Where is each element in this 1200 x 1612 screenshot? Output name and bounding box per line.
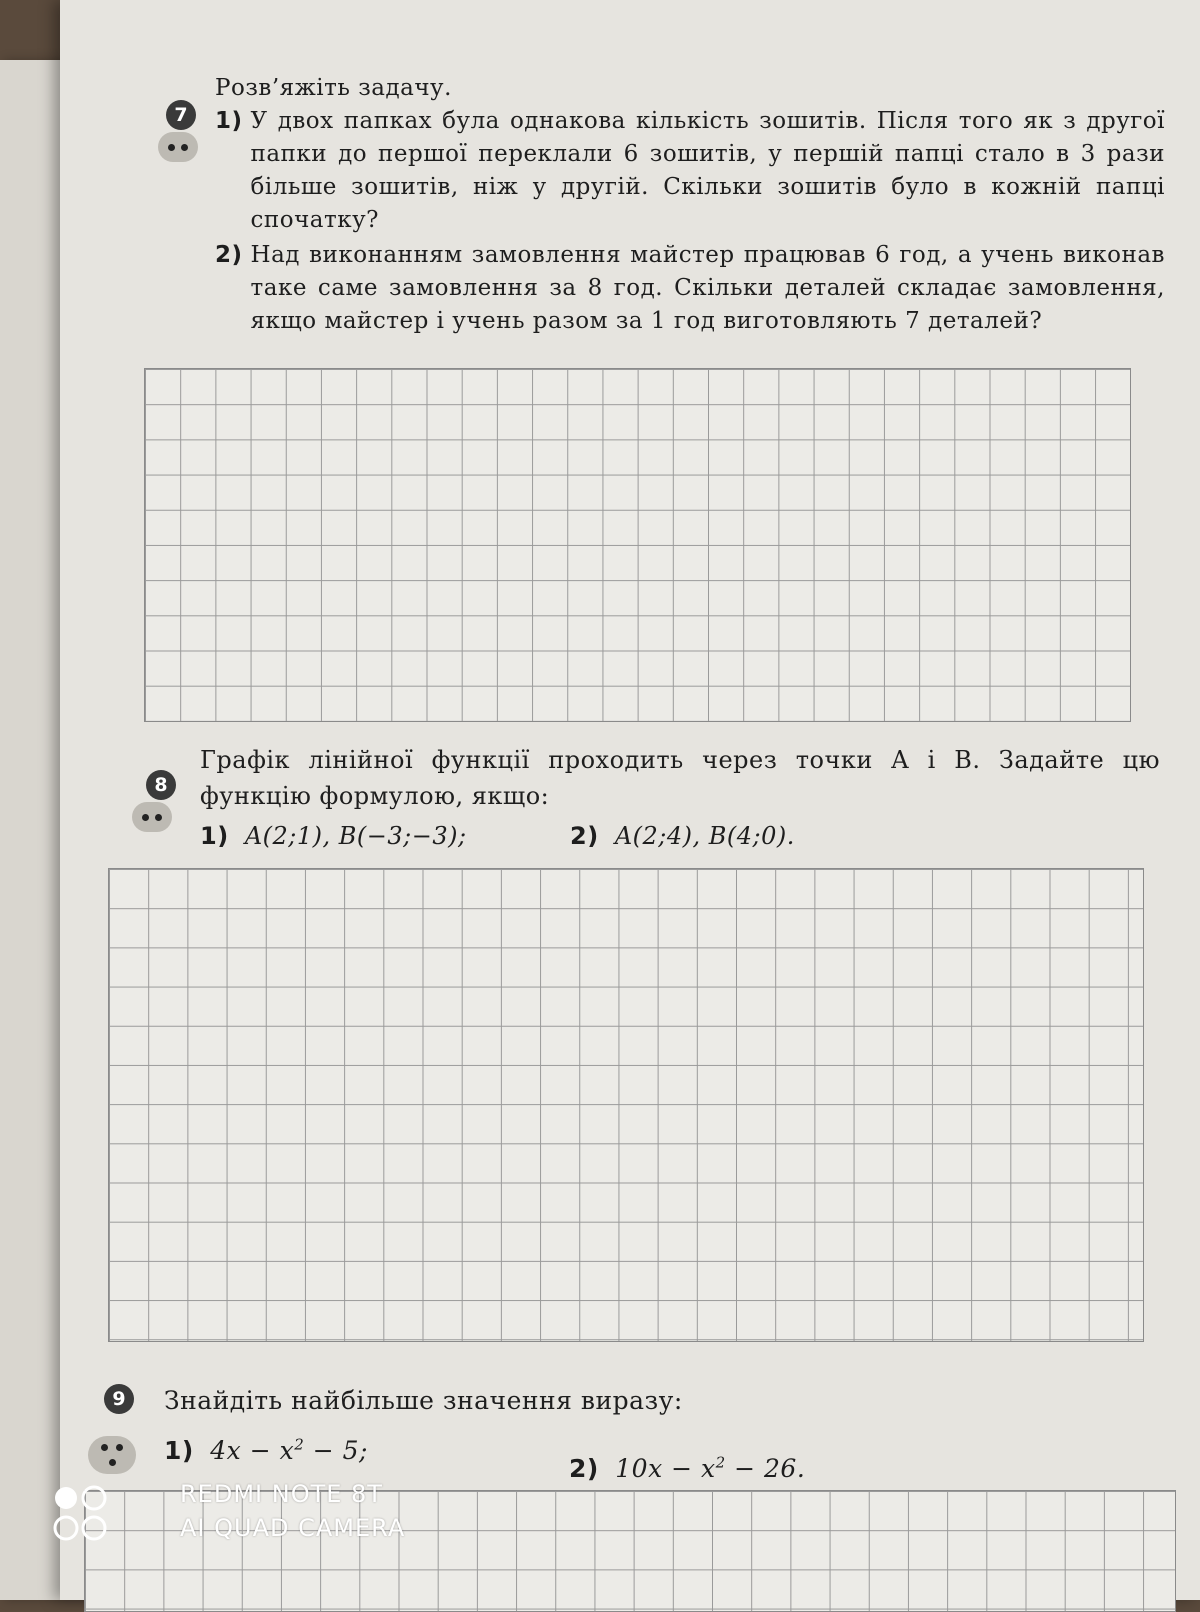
task-8 [200,742,1160,854]
task-8-item-2-points: A(2;4), B(4;0). [614,822,795,850]
task-9 [164,1380,1164,1490]
task-7-item-1-text: У двох папках була однакова кількість зошитів. Після того як з другої папки до першої переклали 6 зошитів, у першій папці стало в 3 рази більше зошитів, ніж у другій. Скільки зошитів було в кожній папці спочатку? [250,108,1165,233]
task-7-number: 7 [174,104,188,126]
task-8-heading: Графік лінійної функції проходить через точки A і B. Задайте цю функцію формулою, якщо: [200,746,1160,810]
task-7-item-2-number: 2) [215,242,243,268]
task-9-item-1-exponent: 2 [294,1436,305,1454]
task-7-number-badge [166,100,196,130]
task-9-item-2-number: 2) [569,1454,599,1484]
difficulty-three-dots-icon [88,1436,136,1474]
task-8-item-2-number: 2) [570,822,599,850]
task-9-number-badge [104,1384,134,1414]
task-9-item-1-expression [210,1436,368,1465]
task-9-item-1-number: 1) [164,1436,194,1466]
task-7-item-1 [215,105,1165,237]
difficulty-two-dots-icon [158,132,198,162]
workbook-page [60,0,1200,1600]
task-7-item-1-number: 1) [215,108,243,134]
task-9-item-2-expression [615,1454,805,1483]
task-8-number-badge [146,770,176,800]
watermark-line-2: AI QUAD CAMERA [180,1514,406,1542]
task-7-item-2-text: Над виконанням замовлення майстер працював 6 год, а учень виконав таке саме замовлення за 8 год. Скільки деталей складає замовлення, якщо майстер і учень разом за 1 год виготовляють 7 деталей? [250,242,1165,334]
task-9-number: 9 [112,1388,126,1410]
task-8-item-2 [570,818,795,854]
task-9-item-1-expr-end: − 5; [304,1436,368,1466]
camera-watermark-logo-icon [52,1484,112,1544]
task-9-heading: Знайдіть найбільше значення виразу: [164,1386,683,1415]
watermark-line-1: REDMI NOTE 8T [180,1480,383,1508]
task-9-item-1-expr-start: 4x − x [210,1436,295,1466]
task-7-heading: Розв’яжіть задачу. [215,75,452,101]
task-8-items [200,818,1160,854]
task-9-item-2-expr-end: − 26. [725,1454,806,1484]
task-8-number: 8 [154,774,168,796]
task-8-item-1-number: 1) [200,822,229,850]
difficulty-two-dots-icon [132,802,172,832]
task-7 [215,72,1165,338]
task-8-item-1 [200,818,570,854]
answer-grid-task-9[interactable] [84,1490,1176,1612]
task-7-item-2 [215,239,1165,338]
answer-grid-task-8[interactable] [108,868,1144,1342]
task-9-item-2 [569,1442,805,1490]
task-9-item-2-exponent: 2 [715,1454,726,1472]
task-8-item-1-points: A(2;1), B(−3;−3); [244,822,467,850]
task-9-item-2-expr-start: 10x − x [615,1454,716,1484]
answer-grid-task-7[interactable] [144,368,1131,722]
